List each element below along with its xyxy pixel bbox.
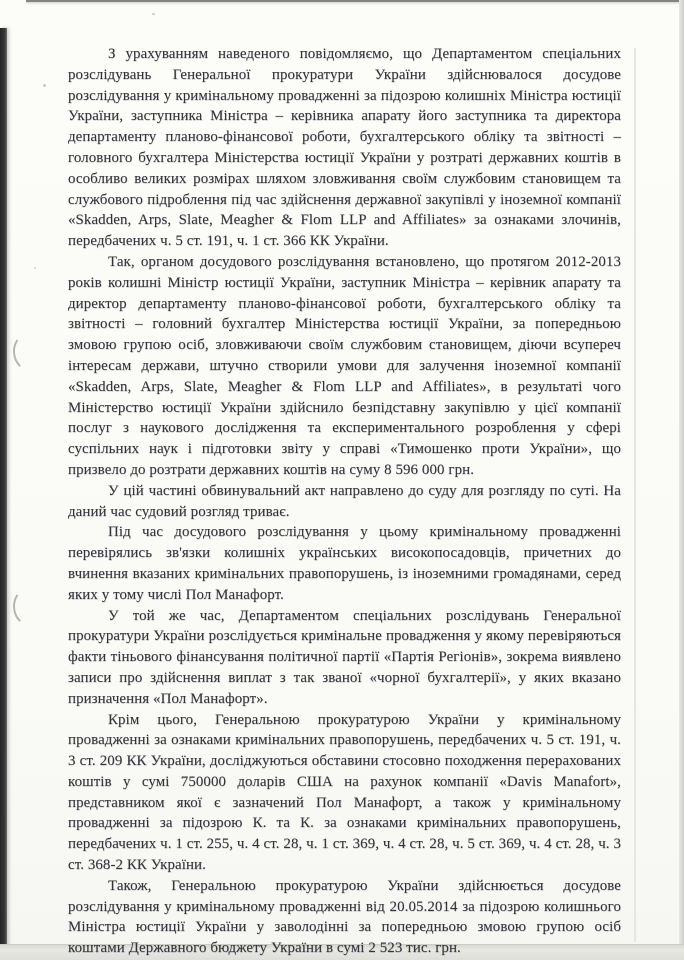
scan-speck <box>34 267 36 269</box>
paragraph-2: Так, органом досудового розслідування встановлено, що протягом 2012-2013 років колишні Міністр юстиції України, заступник Міністра – керівник апарату та директор департаменту планово-фінансової роботи, бухгалтерського обліку та звітності – головний бухгалтер Міністерства юстиції України, за попередньою змовою групою осіб, зловживаючи своїм службовим становищем, діючи всупереч інтересам держави, штучно створили умови для залучення іноземної компанії «Skadden, Arps, Slate, Meagher & Flom LLP and Affiliates», в результаті чого Міністерство юстиції України здійснило безпідставну закупівлю у цієї компанії послуг з наукового дослідження та експериментального розроблення у сфері суспільних наук і підготовки звіту у справі «Тимошенко проти України», що призвело до розтрати державних коштів на суму 8 596 000 грн. <box>68 253 621 478</box>
paragraph-1: З урахуванням наведеного повідомляємо, що Департаментом спеціальних розслідувань Генеральної прокуратури України здійснювалося досудове розслідування у кримінальному провадженні за підозрою колишніх Міністра юстиції України, заступника Міністра – керівника апарату його заступника та директора департаменту планово-фінансової роботи, бухгалтерського обліку та звітності – головного бухгалтера Міністерства юстиції України у розтраті державних коштів в особливо великих розмірах шляхом зловживання своїм службовим становищем та службового підроблення під час здійснення державної закупівлі у іноземної компанії «Skadden, Arps, Slate, Meagher & Flom LLP and Affiliates» за ознаками злочинів, передбачених ч. 5 ст. 191, ч. 1 ст. 366 КК України. <box>68 46 621 250</box>
document-text <box>68 44 621 959</box>
scan-right-edge-strip <box>679 0 684 960</box>
paragraph-7: Також, Генеральною прокуратурою України здійснюється досудове розслідування у кримінальному провадженні від 20.05.2014 за підозрою колишнього Міністра юстиції України у заволодінні за попередньою змовою групою осіб коштами Державного бюджету України в сумі 2 523 тис. грн. <box>68 877 621 957</box>
hole-punch-mark <box>11 331 47 372</box>
scan-speck <box>43 84 46 87</box>
paragraph-6: Крім цього, Генеральною прокуратурою України у кримінальному провадженні за ознаками кримінальних правопорушень, передбачених ч. 5 ст. 191, ч. 3 ст. 209 КК України, досліджуються обставини стосовно походження перерахованих коштів у сумі 750000 доларів США на рахунок компанії «Davis Manafort», представником якої є зазначений Пол Манафорт, а також у кримінальному провадженні за підозрою К. та К. за ознаками кримінальних правопорушень, передбачених ч. 1 ст. 255, ч. 4 ст. 28, ч. 1 ст. 369, ч. 4 ст. 28, ч. 5 ст. 369, ч. 4 ст. 28, ч. 3 ст. 368-2 КК України. <box>68 711 621 874</box>
scan-left-edge-bar <box>0 28 7 960</box>
paragraph-4: Під час досудового розслідування у цьому кримінальному провадженні перевірялись зв'язки колишніх українських високопосадовців, причетних до вчинення вказаних кримінальних правопорушень, із іноземними громадянами, серед яких у тому числі Пол Манафорт. <box>68 524 621 603</box>
paragraph-3: У цій частині обвинувальний акт направлено до суду для розгляду по суті. На даний час судовий розгляд триває. <box>68 482 621 520</box>
scan-top-edge-shadow <box>26 2 684 5</box>
hole-punch-mark <box>11 586 47 627</box>
paragraph-5: У той же час, Департаментом спеціальних розслідувань Генеральної прокуратури України розслідується кримінальне провадження у якому перевіряються факти тіньового фінансування політичної партії «Партія Регіонів», зокрема виявлено записи про здійснення виплат з так званої «чорної бухгалтерії», у яких вказано призначення «Пол Манафорт». <box>68 607 621 707</box>
scan-vertical-crease <box>634 48 636 942</box>
scan-speck <box>152 13 155 15</box>
